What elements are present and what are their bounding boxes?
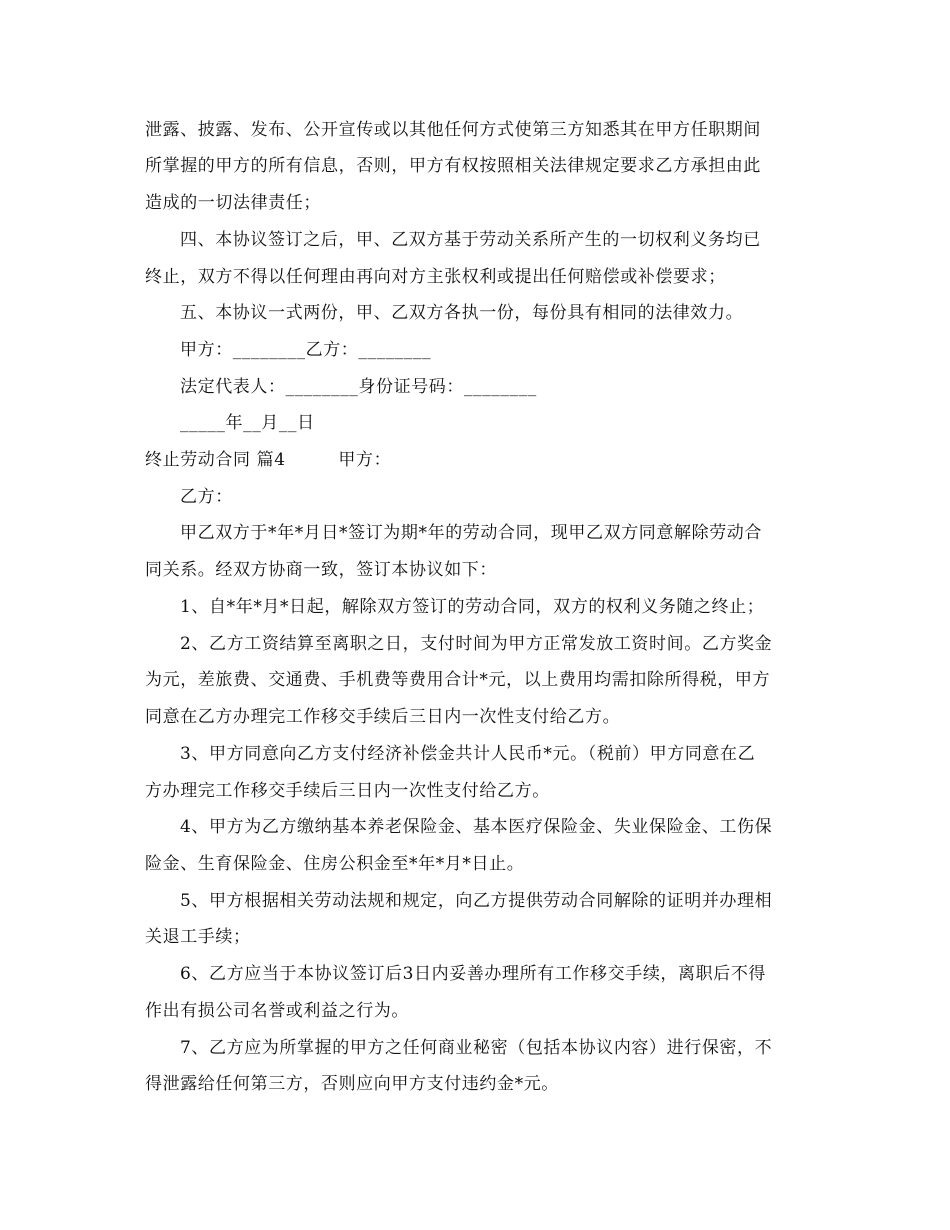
text-line: 终止，双方不得以任何理由再向对方主张权利或提出任何赔偿或补偿要求；: [145, 267, 726, 287]
text-line: 甲乙双方于*年*月日*签订为期*年的劳动合同，现甲乙双方同意解除劳动合: [180, 523, 762, 543]
signature-line: 法定代表人：________身份证号码：________: [180, 377, 537, 397]
text-line: 同关系。经双方协商一致，签订本协议如下：: [145, 560, 497, 580]
date-line: _____年__月__日: [180, 413, 315, 433]
clause-line: 作出有损公司名誉或利益之行为。: [145, 1001, 409, 1021]
clause-line: 为元，差旅费、交通费、手机费等费用合计*元，以上费用均需扣除所得税，甲方: [145, 670, 771, 690]
clause-line: 7、乙方应为所掌握的甲方之任何商业秘密（包括本协议内容）进行保密，不: [180, 1038, 773, 1058]
party-line: 乙方：: [180, 487, 233, 507]
text-line: 造成的一切法律责任；: [145, 193, 321, 213]
text-line: 五、本协议一式两份，甲、乙双方各执一份，每份具有相同的法律效力。: [180, 303, 744, 323]
clause-line: 5、甲方根据相关劳动法规和规定，向乙方提供劳动合同解除的证明并办理相: [180, 891, 773, 911]
clause-line: 方办理完工作移交手续后三日内一次性支付给乙方。: [145, 781, 550, 801]
signature-line: 甲方：________乙方：________: [180, 340, 432, 360]
clause-line: 得泄露给任何第三方，否则应向甲方支付违约金*元。: [145, 1074, 559, 1094]
clause-line: 同意在乙方办理完工作移交手续后三日内一次性支付给乙方。: [145, 707, 621, 727]
text-line: 四、本协议签订之后，甲、乙双方基于劳动关系所产生的一切权利义务均已: [180, 230, 761, 250]
clause-line: 6、乙方应当于本协议签订后3日内妥善办理所有工作移交手续，离职后不得: [180, 964, 767, 984]
clause-line: 1、自*年*月*日起，解除双方签订的劳动合同，双方的权利义务随之终止；: [180, 597, 765, 617]
section-heading: 终止劳动合同 篇4 甲方：: [145, 450, 392, 470]
clause-line: 3、甲方同意向乙方支付经济补偿金共计人民币*元。（税前）甲方同意在乙: [180, 744, 756, 764]
clause-line: 4、甲方为乙方缴纳基本养老保险金、基本医疗保险金、失业保险金、工伤保: [180, 817, 773, 837]
text-line: 泄露、披露、发布、公开宣传或以其他任何方式使第三方知悉其在甲方任职期间: [145, 120, 761, 140]
text-line: 所掌握的甲方的所有信息，否则，甲方有权按照相关法律规定要求乙方承担由此: [145, 156, 761, 176]
clause-line: 险金、生育保险金、住房公积金至*年*月*日止。: [145, 854, 525, 874]
clause-line: 关退工手续；: [145, 927, 251, 947]
clause-line: 2、乙方工资结算至离职之日，支付时间为甲方正常发放工资时间。乙方奖金: [180, 634, 773, 654]
